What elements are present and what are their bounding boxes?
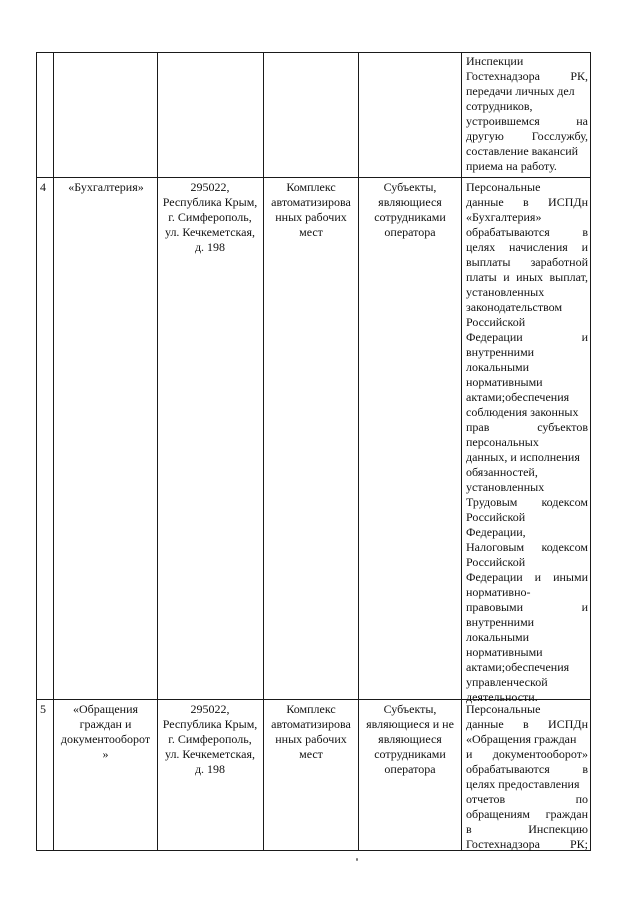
address-line: ул. Кечкеметская, [164, 747, 256, 761]
purpose-line: отчетов по [466, 792, 588, 806]
purpose-line: нормативными [466, 645, 543, 659]
purpose-line: в Инспекцию [466, 822, 588, 836]
table-top-border [36, 52, 591, 53]
system-name [54, 702, 157, 762]
subjects-line: оператора [384, 762, 436, 776]
subjects-line: Субъекты, [383, 180, 437, 194]
scan-speck [356, 858, 358, 861]
purpose-cell [466, 702, 588, 852]
means-line: нных рабочих [275, 210, 347, 224]
system-name-line: «Обращения [72, 702, 139, 716]
purpose-line: выплаты заработной [466, 255, 588, 269]
purpose-line: деятельности. [466, 690, 538, 704]
means-line: автоматизирова [271, 195, 351, 209]
row-number: 5 [40, 702, 46, 716]
purpose-line: управленческой [466, 675, 548, 689]
purpose-line: приема на работу. [466, 159, 557, 173]
purpose-line: актами;обеспечения [466, 390, 570, 404]
subjects-line: являющиеся [378, 195, 442, 209]
address-line: г. Симферополь, [168, 210, 252, 224]
address-line: д. 198 [194, 240, 226, 254]
purpose-line: обрабатываются в [466, 762, 588, 776]
subjects-line: сотрудниками [374, 747, 446, 761]
subjects-cell [359, 180, 461, 240]
purpose-line: внутренними [466, 345, 535, 359]
row-number: 4 [40, 180, 46, 194]
purpose-cell [466, 180, 588, 705]
purpose-line: целях начисления и [466, 240, 588, 254]
address-line: г. Симферополь, [168, 732, 252, 746]
address-line: 295022, [190, 702, 230, 716]
purpose-line: внутренними [466, 615, 535, 629]
purpose-line: Федерации, [466, 525, 526, 539]
purpose-line: законодательством [466, 300, 563, 314]
address-line: Республика Крым, [162, 195, 258, 209]
subjects-line: оператора [384, 225, 436, 239]
address-line: 295022, [190, 180, 230, 194]
purpose-line: Российской [466, 510, 526, 524]
means-line: автоматизирова [271, 717, 351, 731]
subjects-line: являющиеся и не [366, 717, 454, 731]
purpose-line: и документооборот» [466, 747, 588, 761]
system-name-line: » [102, 747, 109, 761]
system-name-line: документооборот [60, 732, 151, 746]
system-name: «Бухгалтерия» [68, 180, 144, 194]
purpose-line: Персональные [466, 180, 541, 194]
col-border-5 [461, 52, 462, 851]
purpose-line: Гостехнадзора РК; [466, 837, 588, 851]
purpose-line: Федерации и [466, 330, 588, 344]
purpose-line: Федерации и иными [466, 570, 588, 584]
purpose-line: устроившемся на [466, 114, 588, 128]
address-line: Республика Крым, [162, 717, 258, 731]
purpose-line: прав субъектов [466, 420, 588, 434]
purpose-line: актами;обеспечения [466, 660, 570, 674]
address-cell [157, 180, 263, 255]
means-line: Комплекс [286, 702, 336, 716]
purpose-line: Инспекции [466, 54, 524, 68]
subjects-line: являющиеся [378, 732, 442, 746]
purpose-line: установленных [466, 480, 545, 494]
purpose-line: установленных [466, 285, 545, 299]
purpose-line: «Обращения граждан [466, 732, 577, 746]
purpose-line: локальными [466, 360, 530, 374]
purpose-line: данные в ИСПДн [466, 717, 588, 731]
purpose-line: сотрудников, [466, 99, 533, 113]
purpose-line: нормативно- [466, 585, 531, 599]
purpose-line: платы и иных выплат, [466, 270, 588, 284]
means-line: мест [299, 225, 323, 239]
means-line: нных рабочих [275, 732, 347, 746]
purpose-line: целях предоставления [466, 777, 580, 791]
subjects-line: сотрудниками [374, 210, 446, 224]
purpose-line: «Бухгалтерия» [466, 210, 542, 224]
purpose-line: обращениям граждан [466, 807, 588, 821]
means-line: Комплекс [286, 180, 336, 194]
address-cell [157, 702, 263, 777]
means-cell [264, 180, 358, 240]
prev-row-purpose [466, 54, 588, 174]
purpose-line: другую Госслужбу, [466, 129, 588, 143]
purpose-line: Российской [466, 555, 526, 569]
means-line: мест [299, 747, 323, 761]
purpose-line: обрабатываются в [466, 225, 588, 239]
purpose-line: Налоговым кодексом [466, 540, 588, 554]
purpose-line: нормативными [466, 375, 543, 389]
means-cell [264, 702, 358, 762]
purpose-line: Трудовым кодексом [466, 495, 588, 509]
system-name-line: граждан и [79, 717, 132, 731]
purpose-line: правовыми и [466, 600, 588, 614]
purpose-line: составление вакансий [466, 144, 579, 158]
purpose-line: локальными [466, 630, 530, 644]
address-line: ул. Кечкеметская, [164, 225, 256, 239]
address-line: д. 198 [194, 762, 226, 776]
purpose-line: Российской [466, 315, 526, 329]
purpose-line: данные в ИСПДн [466, 195, 588, 209]
purpose-line: обязанностей, [466, 465, 538, 479]
purpose-line: передачи личных дел [466, 84, 575, 98]
col-border-0 [36, 52, 37, 851]
col-border-6 [590, 52, 591, 851]
row-divider-4 [36, 177, 591, 178]
purpose-line: Гостехнадзора РК, [466, 69, 588, 83]
purpose-line: соблюдения законных [466, 405, 579, 419]
purpose-line: Персональные [466, 702, 541, 716]
purpose-line: персональных [466, 435, 539, 449]
purpose-line: данных, и исполнения [466, 450, 580, 464]
subjects-line: Субъекты, [383, 702, 437, 716]
subjects-cell [359, 702, 461, 777]
